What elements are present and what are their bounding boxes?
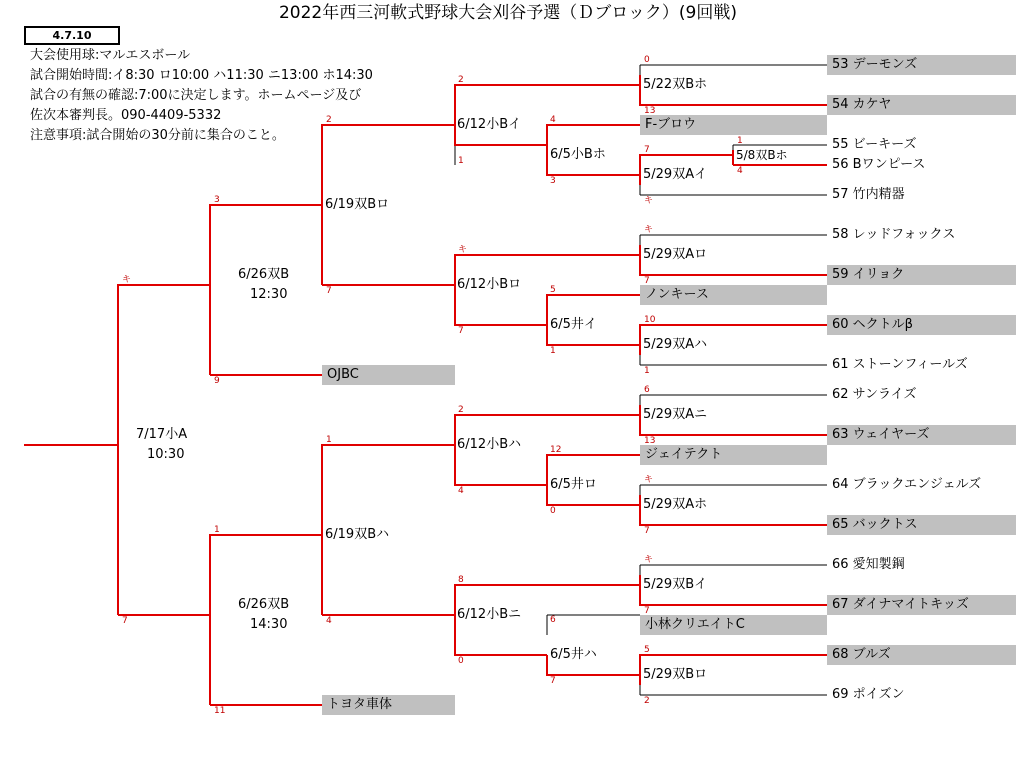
score: 12 <box>550 445 562 455</box>
team-67: 67 ダイナマイトキッズ <box>827 595 1016 615</box>
score: 6 <box>550 615 556 625</box>
page-title: 2022年西三河軟式野球大会刈谷予選（Ｄブロック）(9回戦) <box>278 3 737 23</box>
score: 13 <box>644 106 656 116</box>
score: 8 <box>458 575 464 585</box>
score: 2 <box>458 75 464 85</box>
game-time: 14:30 <box>250 617 288 632</box>
score: 7 <box>644 276 650 286</box>
score: 4 <box>326 616 332 626</box>
game-time: 12:30 <box>250 287 288 302</box>
game-label: 5/29双Bロ <box>643 667 708 682</box>
team-63: 63 ウェイヤーズ <box>827 425 1016 445</box>
score: 2 <box>644 696 650 706</box>
score: 5 <box>550 285 556 295</box>
final-time: 10:30 <box>147 447 185 462</box>
score: 2 <box>326 115 332 125</box>
score: 4 <box>550 115 556 125</box>
score: 0 <box>458 656 464 666</box>
game-label: 6/26双B <box>238 267 290 282</box>
team-66: 66 愛知製鋼 <box>832 557 905 572</box>
team-61: 61 ストーンフィールズ <box>832 357 968 372</box>
game-label: 5/29双Aハ <box>643 337 708 352</box>
team-53: 53 デーモンズ <box>827 55 1016 75</box>
team-ojbc: OJBC <box>322 365 455 385</box>
score: 7 <box>458 326 464 336</box>
score: 3 <box>214 195 220 205</box>
game-label: 5/29双Aロ <box>643 247 708 262</box>
final-label: 7/17小A <box>136 427 188 442</box>
score: 4 <box>737 166 743 176</box>
team-kobayashi: 小林クリエイトC <box>640 615 827 635</box>
score: 1 <box>214 525 220 535</box>
game-label: 6/5小Bホ <box>550 147 606 162</box>
game-label: 6/26双B <box>238 597 290 612</box>
score: 0 <box>550 506 556 516</box>
game-label: 5/29双Aホ <box>643 497 708 512</box>
score: 3 <box>550 176 556 186</box>
info-ball: 大会使用球:マルエスボール <box>30 48 191 63</box>
score: キ <box>644 225 654 235</box>
info-umpire: 佐次本審判長。090-4409-5332 <box>30 108 222 123</box>
score: 7 <box>326 286 332 296</box>
team-69: 69 ポイズン <box>832 687 905 702</box>
score: 5 <box>644 645 650 655</box>
score: 1 <box>326 435 332 445</box>
score: 4 <box>458 486 464 496</box>
score: 1 <box>458 156 464 166</box>
team-60: 60 ヘクトルβ <box>827 315 1016 335</box>
team-toyota: トヨタ車体 <box>322 695 455 715</box>
score: 2 <box>458 405 464 415</box>
info-notes: 注意事項:試合開始の30分前に集合のこと。 <box>30 128 285 143</box>
game-label: 6/12小Bロ <box>457 277 522 292</box>
score: 7 <box>644 145 650 155</box>
score: キ <box>458 245 468 255</box>
team-f-brou: F-ブロウ <box>640 115 827 135</box>
score: 1 <box>550 346 556 356</box>
game-label: 5/29双Aニ <box>643 407 708 422</box>
team-64: 64 ブラックエンジェルズ <box>832 477 982 492</box>
game-label: 6/5井ロ <box>550 477 597 492</box>
score: 7 <box>122 616 128 626</box>
team-65: 65 バックトス <box>827 515 1016 535</box>
game-label: 6/12小Bハ <box>457 437 522 452</box>
score: キ <box>644 555 654 565</box>
score: 7 <box>550 676 556 686</box>
game-label: 5/29双Bイ <box>643 577 708 592</box>
game-label: 6/19双Bロ <box>325 197 390 212</box>
game-label: 6/12小Bイ <box>457 117 522 132</box>
team-jtekt: ジェイテクト <box>640 445 827 465</box>
game-label: 5/8双Bホ <box>736 148 788 162</box>
team-56: 56 Bワンピース <box>832 157 926 172</box>
score: キ <box>644 475 654 485</box>
info-start-times: 試合開始時間:イ8:30 ロ10:00 ハ11:30 ニ13:00 ホ14:30 <box>30 68 373 83</box>
game-label: 5/29双Aイ <box>643 167 708 182</box>
score: 7 <box>644 606 650 616</box>
team-62: 62 サンライズ <box>832 387 917 402</box>
score: 11 <box>214 706 226 716</box>
score: 10 <box>644 315 656 325</box>
game-label: 5/22双Bホ <box>643 77 708 92</box>
score: 7 <box>644 526 650 536</box>
team-57: 57 竹内精器 <box>832 187 905 202</box>
score: キ <box>644 196 654 206</box>
score: キ <box>122 275 132 285</box>
info-confirm: 試合の有無の確認:7:00に決定します。ホームページ及び <box>30 88 362 103</box>
team-58: 58 レッドフォックス <box>832 227 956 242</box>
score: 13 <box>644 436 656 446</box>
team-nonkis: ノンキース <box>640 285 827 305</box>
date-box: 4.7.10 <box>24 26 120 45</box>
score: 1 <box>737 136 743 146</box>
score: 6 <box>644 385 650 395</box>
score: 9 <box>214 376 220 386</box>
score: 0 <box>644 55 650 65</box>
game-label: 6/12小Bニ <box>457 607 522 622</box>
team-54: 54 カケヤ <box>827 95 1016 115</box>
team-68: 68 ブルズ <box>827 645 1016 665</box>
team-55: 55 ビーキーズ <box>832 137 917 152</box>
game-label: 6/5井イ <box>550 317 597 332</box>
game-label: 6/19双Bハ <box>325 527 390 542</box>
team-59: 59 イリョク <box>827 265 1016 285</box>
game-label: 6/5井ハ <box>550 647 597 662</box>
score: 1 <box>644 366 650 376</box>
